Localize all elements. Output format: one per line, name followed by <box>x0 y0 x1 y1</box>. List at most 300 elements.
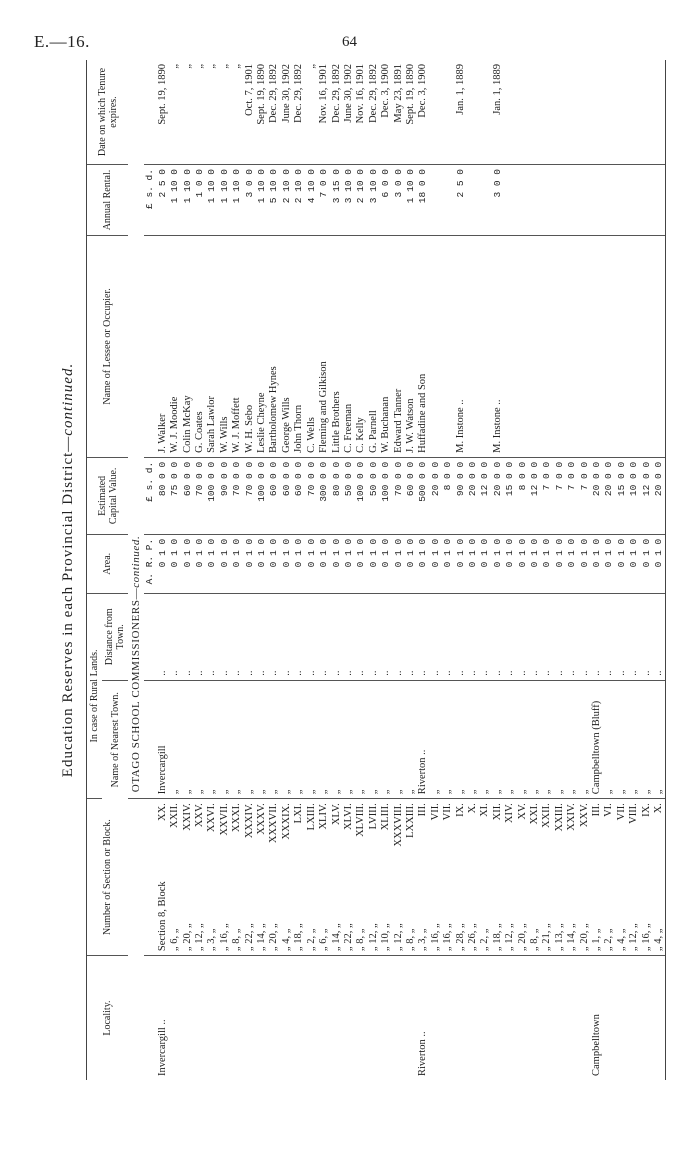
cell-capital-value: 8 0 0 <box>442 457 454 534</box>
cell-tenure-expires: „ <box>219 60 231 165</box>
cell-annual-rental <box>591 165 603 236</box>
cell-area: 0 1 0 <box>405 534 417 593</box>
cell-area: 0 1 0 <box>566 534 578 593</box>
cell-area: 0 1 0 <box>157 534 169 593</box>
table-title-main: Education Reserves in each Provincial District— <box>60 435 76 778</box>
table-row <box>206 60 218 1080</box>
cell-lessee: M. Instone .. <box>492 236 504 458</box>
cell-annual-rental: 6 0 0 <box>380 165 392 236</box>
cell-lessee: C. Wells <box>306 236 318 458</box>
cell-distance: .. <box>231 593 243 680</box>
cell-locality <box>368 956 380 1080</box>
cell-distance: .. <box>641 593 653 680</box>
cell-distance: .. <box>504 593 516 680</box>
block-number: III. <box>591 803 603 817</box>
section-number: „ 8, „ <box>355 928 367 952</box>
cell-distance: .. <box>343 593 355 680</box>
cell-nearest-town: „ <box>467 680 479 798</box>
cell-area: 0 1 0 <box>206 534 218 593</box>
cell-nearest-town: „ <box>393 680 405 798</box>
cell-locality <box>641 956 653 1080</box>
rotated-table-page <box>60 60 680 1080</box>
cell-nearest-town: „ <box>653 680 666 798</box>
cell-nearest-town: „ <box>194 680 206 798</box>
section-number: „ 21, „ <box>541 923 553 952</box>
cell-area: 0 1 0 <box>628 534 640 593</box>
table-row <box>616 60 628 1080</box>
cell-annual-rental <box>517 165 529 236</box>
cell-annual-rental <box>430 165 442 236</box>
cell-capital-value: 70 0 0 <box>194 457 206 534</box>
cell-locality <box>616 956 628 1080</box>
cell-section <box>467 799 479 956</box>
cell-section <box>492 799 504 956</box>
cell-locality <box>554 956 566 1080</box>
cell-nearest-town: Campbelltown (Bluff) <box>591 680 603 798</box>
cell-locality <box>442 956 454 1080</box>
cell-tenure-expires: Sept. 19, 1890 <box>256 60 268 165</box>
cell-locality <box>169 956 181 1080</box>
cell-nearest-town: „ <box>641 680 653 798</box>
cell-capital-value: 60 0 0 <box>293 457 305 534</box>
block-number: XXXV. <box>256 803 268 835</box>
cell-annual-rental <box>442 165 454 236</box>
cell-capital-value: 12 0 0 <box>641 457 653 534</box>
cell-section <box>393 799 405 956</box>
cell-annual-rental: 4 10 0 <box>306 165 318 236</box>
cell-section <box>380 799 392 956</box>
cell-annual-rental <box>641 165 653 236</box>
cell-lessee: C. Kelly <box>355 236 367 458</box>
cell-capital-value: 70 0 0 <box>231 457 243 534</box>
cell-nearest-town: „ <box>380 680 392 798</box>
cell-area: 0 1 0 <box>231 534 243 593</box>
cell-capital-value: 7 0 0 <box>566 457 578 534</box>
cell-tenure-expires: „ <box>182 60 194 165</box>
cell-annual-rental <box>504 165 516 236</box>
cell-section <box>628 799 640 956</box>
cell-nearest-town: „ <box>355 680 367 798</box>
block-number: XIV. <box>504 803 516 824</box>
table-row <box>244 60 256 1080</box>
cell-section <box>169 799 181 956</box>
cell-nearest-town: „ <box>554 680 566 798</box>
cell-lessee: Colin McKay <box>182 236 194 458</box>
document-reference: E.—16. <box>34 32 90 51</box>
cell-nearest-town: Riverton .. <box>417 680 429 798</box>
cell-section <box>206 799 218 956</box>
cell-tenure-expires <box>591 60 603 165</box>
block-number: XLIV. <box>318 803 330 830</box>
cell-annual-rental: 2 10 0 <box>281 165 293 236</box>
cell-nearest-town: „ <box>492 680 504 798</box>
cell-section <box>541 799 553 956</box>
cell-section <box>293 799 305 956</box>
cell-capital-value: 20 0 0 <box>430 457 442 534</box>
cell-tenure-expires: „ <box>231 60 243 165</box>
block-number: LXXIII. <box>404 803 416 838</box>
cell-lessee: W. H. Sebo <box>244 236 256 458</box>
block-number: IX. <box>640 803 652 817</box>
table-row <box>628 60 640 1080</box>
cell-nearest-town: „ <box>206 680 218 798</box>
table-row <box>591 60 603 1080</box>
cell-section <box>318 799 330 956</box>
cell-nearest-town: Invercargill <box>157 680 169 798</box>
cell-tenure-expires: Oct. 7, 1901 <box>244 60 256 165</box>
cell-area: 0 1 0 <box>517 534 529 593</box>
cell-nearest-town: „ <box>566 680 578 798</box>
cell-area: 0 1 0 <box>244 534 256 593</box>
cell-tenure-expires: June 30, 1902 <box>343 60 355 165</box>
cell-distance: .. <box>430 593 442 680</box>
cell-tenure-expires <box>430 60 442 165</box>
cell-capital-value: 15 0 0 <box>504 457 516 534</box>
table-row <box>281 60 293 1080</box>
cell-section <box>219 799 231 956</box>
cell-distance: .. <box>616 593 628 680</box>
cell-tenure-expires <box>579 60 591 165</box>
table-row <box>492 60 504 1080</box>
page-number: 64 <box>342 34 357 50</box>
cell-lessee: W. J. Moffett <box>231 236 243 458</box>
cell-distance: .. <box>256 593 268 680</box>
table-row <box>368 60 380 1080</box>
cell-annual-rental: 2 5 0 <box>455 165 467 236</box>
table-row <box>293 60 305 1080</box>
cell-locality <box>504 956 516 1080</box>
cell-annual-rental: 1 10 0 <box>206 165 218 236</box>
cell-tenure-expires: Sept. 19, 1890 <box>157 60 169 165</box>
cell-nearest-town: „ <box>268 680 280 798</box>
cell-tenure-expires: Nov. 16, 1901 <box>355 60 367 165</box>
section-number: „ 2, „ <box>603 928 615 952</box>
cell-lessee <box>554 236 566 458</box>
cell-distance: .. <box>405 593 417 680</box>
block-number: XXIII. <box>553 803 565 832</box>
cell-lessee: W. Buchanan <box>380 236 392 458</box>
block-number: VI. <box>603 803 615 817</box>
cell-locality <box>293 956 305 1080</box>
col-rural-group: In case of Rural Lands. <box>87 593 103 798</box>
section-heading-text: OTAGO SCHOOL COMMISSIONERS— <box>130 587 142 793</box>
table-row <box>579 60 591 1080</box>
cell-distance: .. <box>293 593 305 680</box>
cell-capital-value: 7 0 0 <box>541 457 553 534</box>
cell-section <box>157 799 169 956</box>
section-number: „ 12, „ <box>367 923 379 952</box>
block-number: X. <box>466 803 478 814</box>
cell-tenure-expires: Dec. 3, 1900 <box>417 60 429 165</box>
table-row <box>405 60 417 1080</box>
cell-locality <box>430 956 442 1080</box>
cell-annual-rental: 2 5 0 <box>157 165 169 236</box>
cell-tenure-expires: Dec. 29, 1892 <box>331 60 343 165</box>
cell-nearest-town: „ <box>231 680 243 798</box>
block-number: XI. <box>479 803 491 817</box>
cell-distance: .. <box>591 593 603 680</box>
block-number: XV. <box>516 803 528 820</box>
block-number: XXII. <box>169 803 181 828</box>
cell-locality <box>579 956 591 1080</box>
section-number: „ 20, „ <box>268 923 280 952</box>
block-number: XXXIX. <box>280 803 292 840</box>
cell-annual-rental: 3 0 0 <box>492 165 504 236</box>
table-row <box>455 60 467 1080</box>
cell-lessee: G. Coates <box>194 236 206 458</box>
cell-tenure-expires: „ <box>306 60 318 165</box>
cell-distance: .. <box>169 593 181 680</box>
cell-tenure-expires <box>442 60 454 165</box>
cell-nearest-town: „ <box>306 680 318 798</box>
cell-area: 0 1 0 <box>467 534 479 593</box>
cell-tenure-expires: Dec. 29, 1892 <box>268 60 280 165</box>
table-row <box>653 60 666 1080</box>
cell-capital-value: 80 0 0 <box>157 457 169 534</box>
cell-nearest-town: „ <box>331 680 343 798</box>
cell-locality <box>355 956 367 1080</box>
cell-distance: .. <box>281 593 293 680</box>
col-distance: Distance from Town. <box>102 593 128 680</box>
block-number: VII. <box>615 803 627 821</box>
table-row <box>504 60 516 1080</box>
cell-capital-value: 15 0 0 <box>616 457 628 534</box>
table-title <box>60 60 77 1080</box>
cell-locality: Campbelltown <box>591 1014 603 1076</box>
cell-section <box>579 799 591 956</box>
cell-lessee: Bartholomew Hynes <box>268 236 280 458</box>
cell-section <box>517 799 529 956</box>
cell-lessee <box>442 236 454 458</box>
cell-distance: .. <box>244 593 256 680</box>
cell-tenure-expires <box>641 60 653 165</box>
cell-annual-rental <box>554 165 566 236</box>
cell-locality <box>244 956 256 1080</box>
cell-tenure-expires <box>603 60 615 165</box>
section-number: „ 12, „ <box>194 923 206 952</box>
cell-annual-rental: 3 10 0 <box>368 165 380 236</box>
cell-area: 0 1 0 <box>169 534 181 593</box>
cell-area: 0 1 0 <box>281 534 293 593</box>
cell-area: 0 1 0 <box>393 534 405 593</box>
cell-tenure-expires <box>504 60 516 165</box>
block-number: XII. <box>491 803 503 821</box>
cell-area: 0 1 0 <box>455 534 467 593</box>
block-number: VII. <box>429 803 441 821</box>
table-row <box>517 60 529 1080</box>
cell-capital-value: 12 0 0 <box>479 457 491 534</box>
section-number: „ 1, „ <box>591 928 603 952</box>
cell-locality: Invercargill .. <box>156 1019 168 1076</box>
table-row <box>318 60 330 1080</box>
table-row <box>467 60 479 1080</box>
cell-area: 0 1 0 <box>653 534 666 593</box>
col-nearest-town: Name of Nearest Town. <box>109 692 121 788</box>
cell-distance: .. <box>566 593 578 680</box>
section-number: „ 8, „ <box>404 928 416 952</box>
cell-tenure-expires: Sept. 19, 1890 <box>405 60 417 165</box>
block-number: LXI. <box>293 803 305 824</box>
cell-annual-rental <box>653 165 666 236</box>
cell-nearest-town: „ <box>603 680 615 798</box>
cell-distance: .. <box>206 593 218 680</box>
cell-tenure-expires: May 23, 1891 <box>393 60 405 165</box>
cell-capital-value: 8 0 0 <box>517 457 529 534</box>
col-locality: Locality. <box>87 956 129 1080</box>
cell-section <box>256 799 268 956</box>
table-title-continued: continued. <box>60 362 76 436</box>
cell-locality <box>219 956 231 1080</box>
cell-lessee <box>591 236 603 458</box>
block-number: XXXIV. <box>243 803 255 839</box>
cell-capital-value: 7 0 0 <box>554 457 566 534</box>
cell-area: 0 1 0 <box>641 534 653 593</box>
cell-annual-rental <box>467 165 479 236</box>
section-number: „ 2, „ <box>479 928 491 952</box>
cell-area: 0 1 0 <box>331 534 343 593</box>
cell-section <box>343 799 355 956</box>
cell-lessee <box>529 236 541 458</box>
cell-capital-value: 60 0 0 <box>182 457 194 534</box>
block-number: XXXVIII. <box>392 803 404 847</box>
cell-area: 0 1 0 <box>492 534 504 593</box>
col-section-block: Number of Section or Block. <box>87 799 129 956</box>
table-row <box>157 60 169 1080</box>
section-number: „ 28, „ <box>454 923 466 952</box>
table-row <box>194 60 206 1080</box>
block-number: XLV. <box>330 803 342 826</box>
cell-capital-value: 100 0 0 <box>355 457 367 534</box>
cell-lessee: Fleming and Gilkison <box>318 236 330 458</box>
cell-lessee <box>616 236 628 458</box>
cell-tenure-expires: June 30, 1902 <box>281 60 293 165</box>
table-row <box>256 60 268 1080</box>
rental-units: £ s. d. <box>144 165 156 236</box>
table-row <box>641 60 653 1080</box>
cell-annual-rental <box>541 165 553 236</box>
cell-distance: .. <box>355 593 367 680</box>
block-number: X. <box>653 803 665 814</box>
section-number: „ 4, „ <box>615 928 627 952</box>
cell-area: 0 1 0 <box>219 534 231 593</box>
cell-tenure-expires <box>566 60 578 165</box>
cell-distance: .. <box>417 593 429 680</box>
cell-distance: .. <box>219 593 231 680</box>
cell-annual-rental <box>616 165 628 236</box>
cell-lessee <box>628 236 640 458</box>
cell-lessee <box>566 236 578 458</box>
block-number: XLVI. <box>342 803 354 830</box>
cell-lessee <box>603 236 615 458</box>
cell-distance: .. <box>182 593 194 680</box>
cell-lessee: Leslie Cheyne <box>256 236 268 458</box>
block-number: VII. <box>442 803 454 821</box>
cell-section <box>616 799 628 956</box>
cell-locality <box>455 956 467 1080</box>
table-row <box>541 60 553 1080</box>
section-number: „ 26, „ <box>466 923 478 952</box>
cell-section <box>455 799 467 956</box>
block-number: XX. <box>156 803 168 821</box>
cell-section <box>591 799 603 956</box>
cell-annual-rental: 3 10 0 <box>343 165 355 236</box>
cell-tenure-expires: „ <box>194 60 206 165</box>
cell-area: 0 1 0 <box>318 534 330 593</box>
cell-annual-rental <box>628 165 640 236</box>
cell-locality <box>479 956 491 1080</box>
cell-section <box>566 799 578 956</box>
cell-nearest-town: „ <box>529 680 541 798</box>
section-number: „ 20, „ <box>516 923 528 952</box>
cell-capital-value: 100 0 0 <box>256 457 268 534</box>
section-heading-continued: continued. <box>130 535 142 588</box>
section-number: „ 14, „ <box>566 923 578 952</box>
cell-distance: .. <box>442 593 454 680</box>
cell-distance: .. <box>653 593 666 680</box>
cell-lessee <box>517 236 529 458</box>
cell-lessee: J. W. Watson <box>405 236 417 458</box>
cell-locality <box>182 956 194 1080</box>
cell-area: 0 1 0 <box>256 534 268 593</box>
section-number: „ 6, „ <box>169 928 181 952</box>
cell-capital-value: 70 0 0 <box>393 457 405 534</box>
cell-area: 0 1 0 <box>182 534 194 593</box>
table-row <box>182 60 194 1080</box>
table-row <box>306 60 318 1080</box>
cell-nearest-town: „ <box>219 680 231 798</box>
section-number: „ 3, „ <box>206 928 218 952</box>
cell-annual-rental: 1 10 0 <box>182 165 194 236</box>
cell-distance: .. <box>318 593 330 680</box>
cell-area: 0 1 0 <box>430 534 442 593</box>
table-row <box>554 60 566 1080</box>
table-row <box>529 60 541 1080</box>
cell-locality <box>306 956 318 1080</box>
table-row <box>430 60 442 1080</box>
cell-capital-value: 7 0 0 <box>579 457 591 534</box>
block-number: XXI. <box>529 803 540 825</box>
capital-units: £ s. d. <box>144 457 156 534</box>
cell-locality <box>231 956 243 1080</box>
cell-distance: .. <box>268 593 280 680</box>
cell-capital-value: 90 0 0 <box>455 457 467 534</box>
cell-locality <box>281 956 293 1080</box>
cell-distance: .. <box>306 593 318 680</box>
section-number: „ 22, „ <box>342 923 354 952</box>
cell-lessee: Huffadine and Son <box>417 236 429 458</box>
cell-tenure-expires <box>529 60 541 165</box>
section-heading-row <box>128 60 144 1080</box>
section-number: „ 18, „ <box>293 923 305 952</box>
cell-section <box>231 799 243 956</box>
cell-area: 0 1 0 <box>554 534 566 593</box>
cell-tenure-expires <box>467 60 479 165</box>
table-row <box>417 60 429 1080</box>
block-number: LXIII. <box>305 803 317 831</box>
table-row <box>219 60 231 1080</box>
cell-nearest-town: „ <box>442 680 454 798</box>
section-number: „ 14, „ <box>256 923 268 952</box>
cell-lessee: Sarah Lawlor <box>206 236 218 458</box>
cell-capital-value: 60 0 0 <box>405 457 417 534</box>
table-body <box>128 60 666 1080</box>
section-number: „ 10, „ <box>380 923 392 952</box>
cell-section <box>554 799 566 956</box>
col-area: Area. <box>87 534 129 593</box>
cell-section <box>417 799 429 956</box>
cell-annual-rental: 1 10 0 <box>219 165 231 236</box>
cell-lessee: W. J. Moodie <box>169 236 181 458</box>
